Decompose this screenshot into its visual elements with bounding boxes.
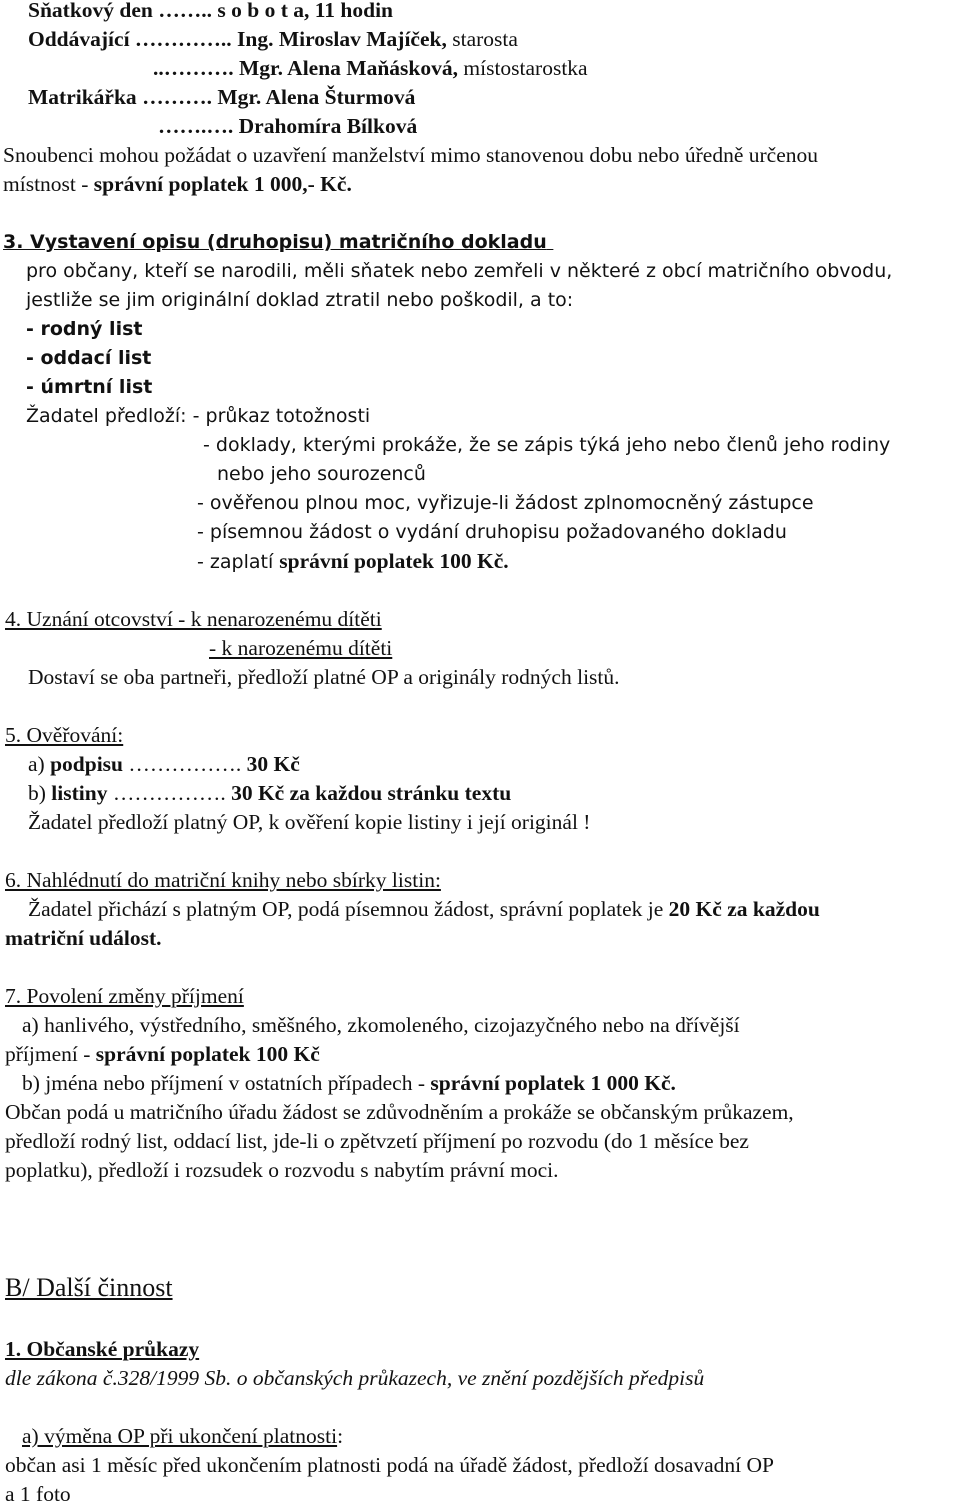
heading-underline-extension	[547, 228, 735, 256]
registrar-line-2	[158, 112, 417, 140]
list-item	[26, 315, 142, 343]
registrar-name: Mgr. Alena Šturmová	[211, 85, 416, 109]
subsection-item-heading	[22, 1422, 343, 1450]
officiant-line	[28, 25, 518, 53]
registrar-label: Matrikářka	[28, 85, 143, 109]
text: místnost -	[3, 172, 94, 196]
dots: …….….	[158, 114, 234, 138]
fee: správní poplatek 1 000 Kč.	[430, 1071, 676, 1095]
paragraph-line	[28, 895, 820, 923]
section-3-heading	[3, 228, 735, 256]
officiant-name: Mgr. Alena Maňásková,	[233, 56, 458, 80]
wedding-day-label: Sňatkový den	[28, 0, 159, 22]
paragraph-line	[5, 1040, 320, 1068]
officiant-role: místostarostka	[458, 56, 588, 80]
paragraph-line: a 1 foto	[5, 1482, 71, 1506]
paragraph-line: Žadatel předloží platný OP, k ověření kopie listiny i její originál !	[28, 810, 591, 834]
list-item-text: - úmrtní list	[26, 376, 153, 398]
item-label: podpisu	[50, 752, 123, 776]
section-4-heading-text: 4. Uznání otcovství - k nenarozenému dítěti	[5, 607, 382, 631]
paragraph-line: jestliže se jim originální doklad ztratil nebo poškodil, a to:	[26, 289, 574, 311]
fee-line	[28, 750, 300, 778]
section-5-heading-text: 5. Ověřování:	[5, 723, 124, 747]
paragraph-line	[3, 170, 352, 198]
fee-line	[28, 779, 511, 807]
subsection-item-heading-text: a) výměna OP při ukončení platnosti	[22, 1424, 338, 1448]
requirement-item: - průkaz totožnosti	[192, 405, 371, 427]
wedding-time: 11 hodin	[314, 0, 394, 22]
registrar-line	[28, 83, 415, 111]
paragraph-line: a) hanlivého, výstředního, směšného, zkomoleného, cizojazyčného nebo na dřívější	[22, 1013, 740, 1037]
requirement-item	[197, 547, 509, 576]
officiant-name: Ing. Miroslav Majíček,	[231, 27, 447, 51]
item-marker: a)	[28, 752, 51, 776]
requirements-label: Žadatel předloží:	[26, 405, 193, 427]
list-item	[26, 373, 152, 401]
dots: ……..	[158, 0, 212, 22]
part-b-heading	[5, 1274, 173, 1302]
paragraph-line: občan asi 1 měsíc před ukončením platnosti podá na úřadě žádost, předloží dosavadní OP	[5, 1453, 775, 1477]
requirement-item: nebo jeho sourozenců	[217, 463, 426, 485]
section-4-heading-2	[209, 634, 392, 662]
section-5-heading	[5, 721, 123, 749]
paragraph-line: předloží rodný list, oddací list, jde-li o zpětvzetí příjmení po rozvodu (do 1 měsíce bez	[5, 1129, 749, 1153]
list-item	[26, 344, 151, 372]
colon: :	[337, 1424, 344, 1448]
registrar-name: Drahomíra Bílková	[233, 114, 418, 138]
requirements-line	[26, 402, 370, 430]
requirement-item: - doklady, kterými prokáže, že se zápis týká jeho nebo členů jeho rodiny	[203, 434, 891, 456]
section-7-heading	[5, 982, 244, 1010]
law-reference	[5, 1364, 704, 1392]
paragraph-line	[22, 1069, 676, 1097]
wedding-day-value: s o b o t a,	[212, 0, 315, 22]
fee: 30 Kč za každou stránku textu	[231, 781, 512, 805]
dots: …………….	[107, 781, 232, 805]
list-item-text: - oddací list	[26, 347, 152, 369]
paragraph-line	[5, 924, 161, 952]
section-4-heading-text: - k narozenému dítěti	[209, 636, 393, 660]
wedding-day-line	[28, 0, 393, 24]
fee: 30 Kč	[246, 752, 300, 776]
item-label: listiny	[51, 781, 108, 805]
fee: správní poplatek 100 Kč.	[279, 549, 509, 573]
paragraph-line: poplatku), předloží i rozsudek o rozvodu s nabytím právní moci.	[5, 1158, 559, 1182]
officiant-line-2	[153, 54, 588, 82]
section-4-heading	[5, 605, 382, 633]
section-6-heading	[5, 866, 441, 894]
text: Žadatel přichází s platným OP, podá písemnou žádost, správní poplatek je	[28, 897, 669, 921]
part-b-heading-text: B/ Další činnost	[5, 1273, 173, 1302]
fee: správní poplatek 1 000,- Kč.	[93, 172, 352, 196]
text: - zaplatí	[197, 551, 280, 573]
paragraph-line: Snoubenci mohou požádat o uzavření manželství mimo stanovenou dobu nebo úředně určenou	[3, 143, 818, 167]
fee: 20 Kč za každou	[668, 897, 820, 921]
officiant-role: starosta	[446, 27, 518, 51]
dots: ..……….	[153, 56, 234, 80]
section-6-heading-text: 6. Nahlédnutí do matriční knihy nebo sbírky listin:	[5, 868, 441, 892]
section-7-heading-text: 7. Povolení změny příjmení	[5, 984, 244, 1008]
subsection-heading	[5, 1335, 199, 1363]
paragraph-line: Dostaví se oba partneři, předloží platné OP a originály rodných listů.	[28, 665, 620, 689]
item-marker: b)	[28, 781, 52, 805]
text: b) jména nebo příjmení v ostatních případech -	[22, 1071, 431, 1095]
paragraph-line: Občan podá u matričního úřadu žádost se zdůvodněním a prokáže se občanským průkazem,	[5, 1100, 794, 1124]
subsection-heading-text: 1. Občanské průkazy	[5, 1337, 200, 1361]
officiant-label: Oddávající	[28, 27, 135, 51]
list-item-text: - rodný list	[26, 318, 143, 340]
fee: správní poplatek 100 Kč	[95, 1042, 320, 1066]
dots: …………….	[123, 752, 247, 776]
law-reference-text: dle zákona č.328/1999 Sb. o občanských průkazech, ve znění pozdějších předpisů	[5, 1366, 705, 1390]
text: příjmení -	[5, 1042, 96, 1066]
requirement-item: - písemnou žádost o vydání druhopisu požadovaného dokladu	[197, 521, 787, 543]
dots: ……….	[142, 85, 212, 109]
dots: …………..	[134, 27, 232, 51]
requirement-item: - ověřenou plnou moc, vyřizuje-li žádost zplnomocněný zástupce	[197, 492, 814, 514]
fee: matriční událost.	[5, 926, 162, 950]
section-3-heading-text: 3. Vystavení opisu (druhopisu) matričního dokladu	[3, 231, 547, 253]
paragraph-line: pro občany, kteří se narodili, měli sňatek nebo zemřeli v některé z obcí matričního obvodu,	[26, 260, 893, 282]
